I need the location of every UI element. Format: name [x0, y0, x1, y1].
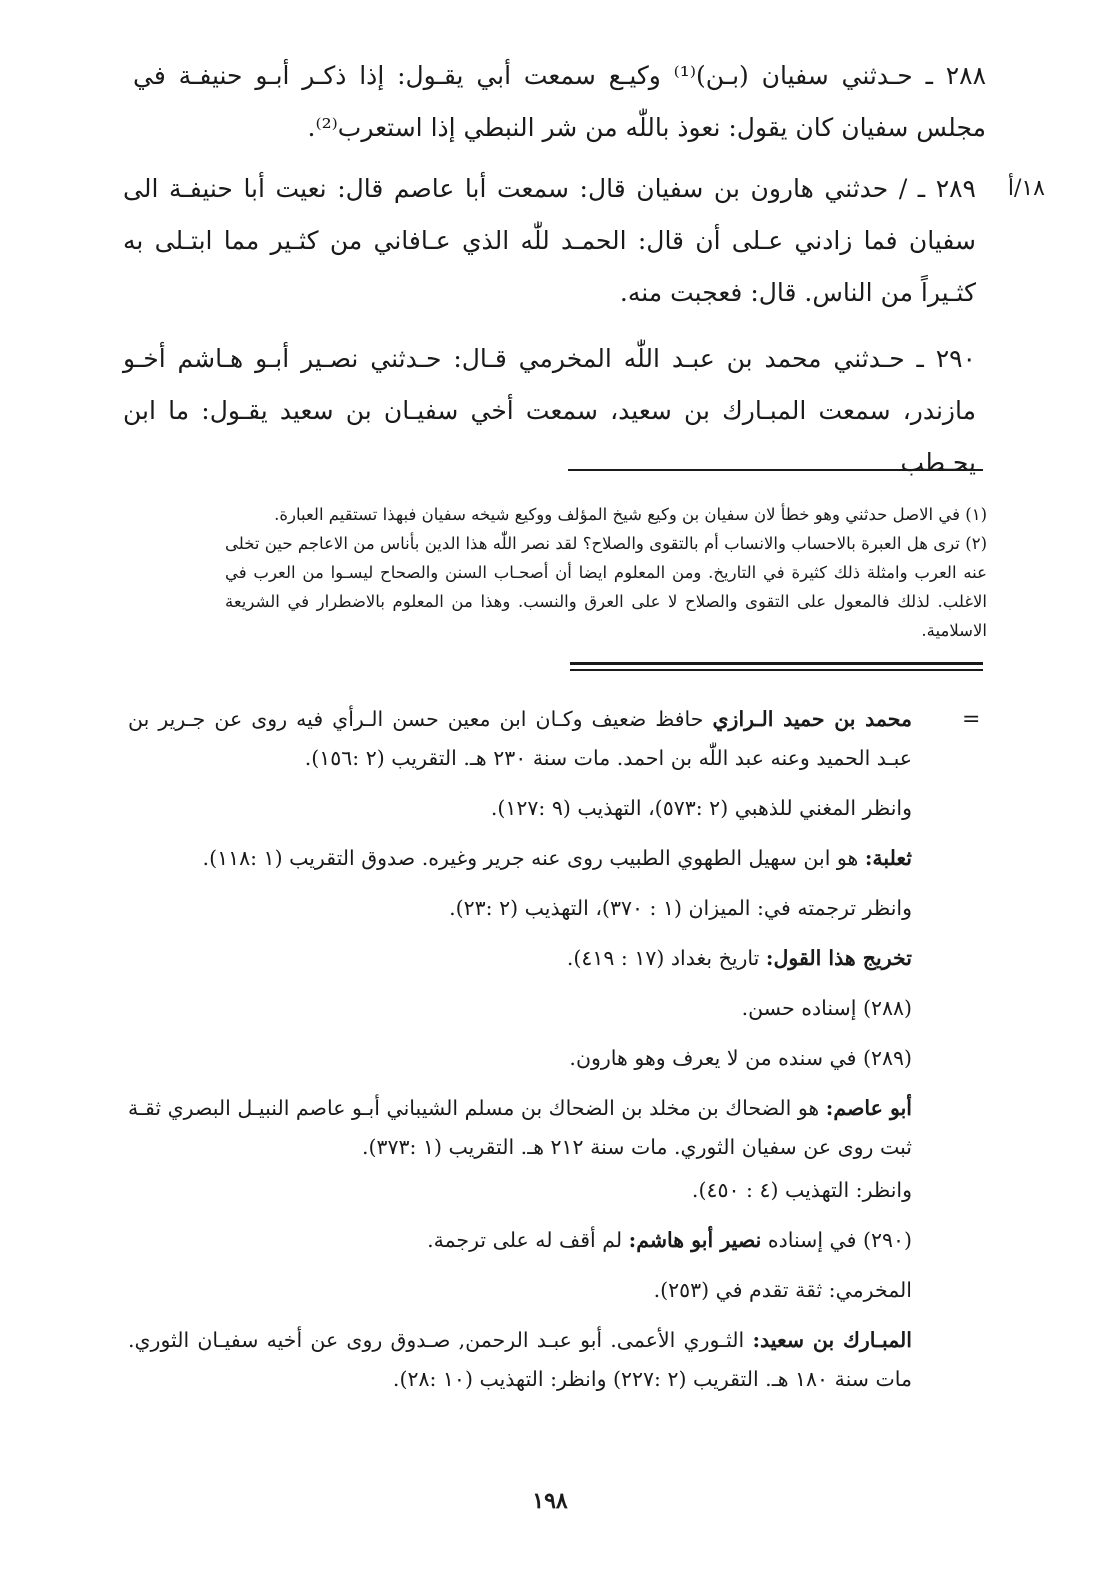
takhrij-text: تاريخ بغداد (١٧ : ٤١٩).	[566, 946, 766, 970]
commentary-reference: المخرمي: ثقة تقدم في (٢٥٣).	[653, 1278, 912, 1302]
takhrij-label: تخريج هذا القول:	[765, 946, 912, 970]
section-divider-top	[570, 662, 983, 665]
commentary-entry	[128, 700, 956, 778]
footnote-1: (١) في الاصل حدثني وهو خطأ لان سفيان بن وكيع شيخ المؤلف ووكيع شيخه سفيان فبهذا تستقيم العبارة.	[274, 505, 987, 524]
footnote-divider	[568, 469, 983, 471]
commentary-entry	[128, 1089, 956, 1167]
commentary-entry	[128, 839, 956, 878]
commentary-entry	[128, 939, 956, 978]
narrator-name: أبو عاصم:	[825, 1096, 912, 1120]
isnad-grading: (٢٨٨) إسناده حسن.	[741, 996, 912, 1020]
narrator-name: محمد بن حميد الـرازي	[712, 707, 912, 731]
commentary-entry	[128, 1321, 956, 1399]
narrator-bio: حافظ ضعيف وكـان ابن معين حسن الـرأي فيه روى عن جـرير بن عبـد الحميد وعنه عبد اللّٰه بن احمد. مات سنة ٢٣٠ هـ. التقريب (٢ :١٥٦).	[128, 707, 912, 770]
footnotes	[225, 500, 987, 645]
narrator-name: ثعلبة:	[864, 846, 912, 870]
commentary-reference: وانظر المغني للذهبي (٢ :٥٧٣)، التهذيب (٩ :١٢٧).	[490, 796, 912, 820]
footnote-2: (٢) ترى هل العبرة بالاحساب والانساب أم بالتقوى والصلاح؟ لقد نصر اللّٰه هذا الدين بأناس من الاعاجم حين تخلى عنه العرب وامثلة ذلك كثيرة في التاريخ. ومن المعلوم ايضا أن أصحـاب السنن والصحاح ليسـوا من العرب في الاغلب. لذلك فالمعول على التقوى والصلاح لا على العرق والنسب. وهذا من المعلوم بالاضطرار في الشريعة الاسلامية.	[225, 534, 987, 640]
narrator-bio: الثـوري الأعمى. أبو عبـد الرحمن, صـدوق روى عن أخيه سفيـان الثوري. مات سنة ١٨٠ هـ. التقريب (٢ :٢٢٧) وانظر: التهذيب (١٠ :٢٨).	[128, 1328, 912, 1391]
commentary	[128, 700, 956, 1410]
continuation-mark: =	[962, 707, 981, 732]
commentary-reference: وانظر ترجمته في: الميزان (١ : ٣٧٠)، التهذيب (٢ :٢٣).	[449, 896, 912, 920]
hadith-290: ٢٩٠ ـ حـدثني محمد بن عبـد اللّٰه المخرمي قـال: حـدثني نصـير أبـو هـاشم أخـو مازندر، سمعت المبـارك بن سعيد، سمعت أخي سفيـان بن سعيد يقـول: ما ابن يحـطب	[123, 344, 976, 477]
commentary-reference: وانظر: التهذيب (٤ : ٤٥٠).	[691, 1178, 912, 1202]
narrator-bio: لم أقف له على ترجمة.	[427, 1228, 629, 1252]
isnad-note: (٢٩٠) في إسناده	[761, 1228, 912, 1252]
section-divider-bottom	[570, 669, 983, 671]
narrator-bio: هو الضحاك بن مخلد بن الضحاك بن مسلم الشيباني أبـو عاصم النبيـل البصري ثقـة ثبت روى عن سفيان الثوري. مات سنة ٢١٢ هـ. التقريب (١ :٣٧٣).	[128, 1096, 912, 1159]
isnad-grading: (٢٨٩) في سنده من لا يعرف وهو هارون.	[569, 1046, 912, 1070]
narrator-name: المبـارك بن سعيد:	[752, 1328, 912, 1352]
narrator-name: نصير أبو هاشم:	[628, 1228, 762, 1252]
page-number: ١٩٨	[532, 1488, 568, 1514]
hadith-288: ٢٨٨ ـ حـدثني سفيان (بـن)⁽¹⁾ وكيـع سمعت أبي يقـول: إذا ذكـر أبـو حنيفـة في مجلس سفيان كان يقول: نعوذ باللّٰه من شر النبطي إذا استعرب⁽²⁾.	[133, 61, 987, 142]
hadith-289: ٢٨٩ ـ / حدثني هارون بن سفيان قال: سمعت أبا عاصم قال: نعيت أبا حنيفـة الى سفيان فما زادني عـلى أن قال: الحمـد للّٰه الذي عـافاني من كثـير مما ابتـلى به كثـيراً من الناس. قال: فعجبت منه.	[123, 174, 976, 307]
narrator-bio: هو ابن سهيل الطهوي الطبيب روى عنه جرير وغيره. صدوق التقريب (١ :١١٨).	[202, 846, 865, 870]
commentary-entry	[128, 1221, 956, 1260]
manuscript-folio-marker: ١٨/أ	[1007, 176, 1045, 201]
